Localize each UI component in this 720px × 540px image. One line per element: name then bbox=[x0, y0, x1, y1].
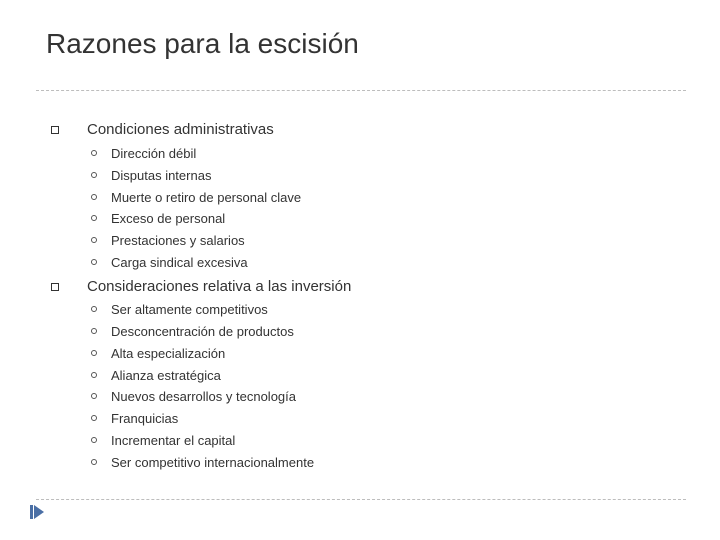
list-item-label: Exceso de personal bbox=[111, 210, 226, 226]
list-item bbox=[91, 321, 294, 341]
circle-bullet-icon bbox=[91, 328, 97, 334]
list-item-label: Desconcentración de productos bbox=[111, 323, 294, 339]
list-item-label: Alianza estratégica bbox=[111, 367, 221, 383]
nav-bar-icon[interactable] bbox=[30, 505, 33, 519]
list-item-label: Nuevos desarrollos y tecnología bbox=[111, 388, 296, 404]
list-item-label: Prestaciones y salarios bbox=[111, 232, 245, 248]
list-item bbox=[91, 365, 221, 385]
list-item bbox=[91, 252, 248, 272]
list-item-label: Dirección débil bbox=[111, 145, 197, 161]
list-item-label: Disputas internas bbox=[111, 167, 212, 183]
circle-bullet-icon bbox=[91, 415, 97, 421]
circle-bullet-icon bbox=[91, 393, 97, 399]
list-item-label: Ser competitivo internacionalmente bbox=[111, 454, 315, 470]
list-item bbox=[91, 386, 296, 406]
circle-bullet-icon bbox=[91, 459, 97, 465]
list-item-label: Alta especialización bbox=[111, 345, 226, 361]
circle-bullet-icon bbox=[91, 372, 97, 378]
circle-bullet-icon bbox=[91, 306, 97, 312]
circle-bullet-icon bbox=[91, 172, 97, 178]
section-heading-investment: Consideraciones relativa a las inversión bbox=[87, 278, 352, 295]
list-item-label: Carga sindical excesiva bbox=[111, 254, 248, 270]
list-item bbox=[91, 299, 268, 319]
list-item-label: Muerte o retiro de personal clave bbox=[111, 189, 302, 205]
play-arrow-icon[interactable] bbox=[34, 505, 44, 519]
list-item-label: Franquicias bbox=[111, 410, 179, 426]
footer-divider bbox=[36, 499, 686, 500]
circle-bullet-icon bbox=[91, 237, 97, 243]
list-item bbox=[91, 208, 225, 228]
square-bullet-icon bbox=[51, 283, 59, 291]
list-item-label: Ser altamente competitivos bbox=[111, 301, 268, 317]
circle-bullet-icon bbox=[91, 194, 97, 200]
square-bullet-icon bbox=[51, 126, 59, 134]
title-divider bbox=[36, 90, 686, 91]
list-item bbox=[91, 343, 225, 363]
list-item bbox=[91, 165, 211, 185]
list-item-label: Incrementar el capital bbox=[111, 432, 236, 448]
list-item bbox=[91, 452, 314, 472]
section-heading-administrative: Condiciones administrativas bbox=[87, 121, 274, 138]
circle-bullet-icon bbox=[91, 259, 97, 265]
circle-bullet-icon bbox=[91, 150, 97, 156]
list-item bbox=[91, 230, 245, 250]
slide-title: Razones para la escisión bbox=[46, 28, 359, 59]
list-item bbox=[91, 187, 301, 207]
circle-bullet-icon bbox=[91, 350, 97, 356]
list-item bbox=[91, 408, 178, 428]
list-item bbox=[91, 143, 196, 163]
circle-bullet-icon bbox=[91, 437, 97, 443]
circle-bullet-icon bbox=[91, 215, 97, 221]
list-item bbox=[91, 430, 235, 450]
